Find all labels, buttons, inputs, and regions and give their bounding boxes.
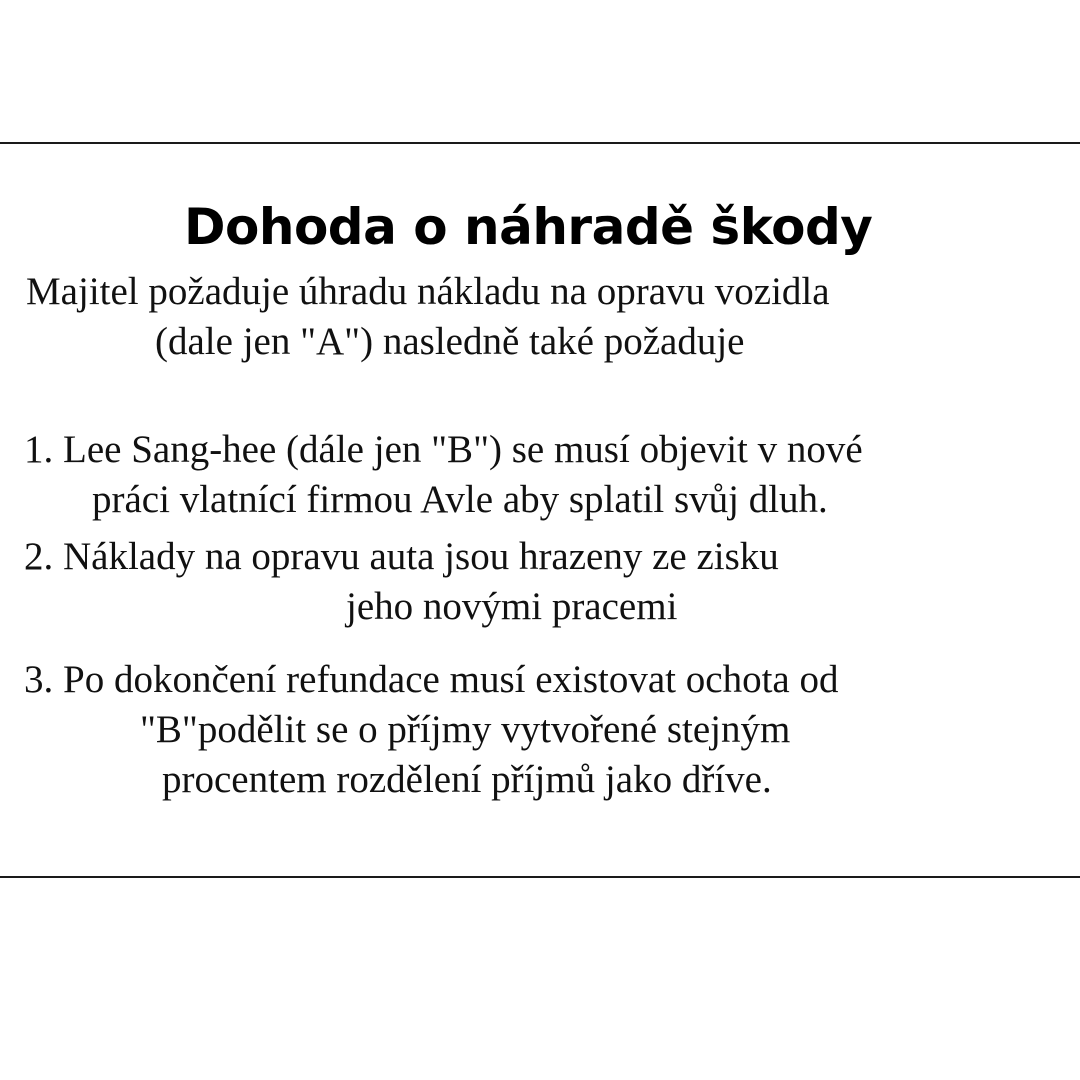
intro-line-2: (dale jen "A") nasledně také požaduje	[155, 320, 745, 363]
item-3-line-1: 3. Po dokončení refundace musí existovat ochota od	[24, 658, 839, 701]
item-1-line-2: práci vlatnící firmou Avle aby splatil svůj dluh.	[92, 478, 828, 521]
item-3-line-2: "B"podělit se o příjmy vytvořené stejným	[140, 708, 791, 751]
bottom-divider	[0, 876, 1080, 878]
item-3-line-3: procentem rozdělení příjmů jako dříve.	[162, 758, 772, 801]
item-2-line-2: jeho novými pracemi	[346, 585, 678, 628]
item-1-line-1: 1. Lee Sang-hee (dále jen "B") se musí objevit v nové	[24, 428, 863, 471]
document-title: Dohoda o náhradě škody	[184, 198, 873, 256]
top-divider	[0, 142, 1080, 144]
intro-line-1: Majitel požaduje úhradu nákladu na opravu vozidla	[26, 270, 830, 313]
item-2-line-1: 2. Náklady na opravu auta jsou hrazeny ze zisku	[24, 535, 779, 578]
